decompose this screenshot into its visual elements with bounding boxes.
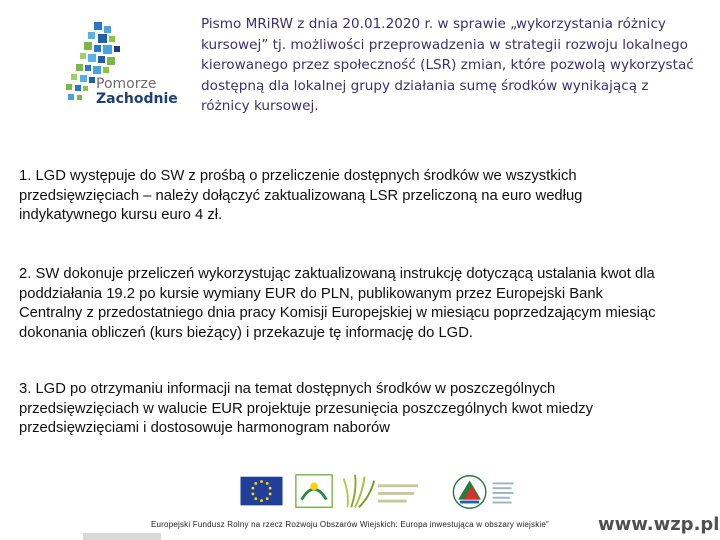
footer-logos: [232, 471, 522, 513]
eu-flag-icon: [241, 477, 283, 506]
logo-text-zachodnie: Zachodnie: [96, 91, 178, 107]
paragraph-2: 2. SW dokonuje przeliczeń wykorzystując zaktualizowaną instrukcję dotyczącą ustalania kwot dla poddziałania 19.2 po kursie wymiany EUR do PLN, publikowanym przez Europejski Bank Centralny z przedostatniego dnia pracy Komisji Europejskiej w miesiącu poprzedzającym miesiąc dokonania obliczeń (kurs bieżący) i przekazuje tę informację do LGD.: [19, 266, 656, 341]
page-title: Pismo MRiRW z dnia 20.01.2020 r. w sprawie „wykorzystania różnicy kursowej” tj. możliwości przeprowadzenia w strategii rozwoju lokalnego kierowanego przez społeczność (LSR) zmian, które pozwolą wykorzystać dostępną dla lokalnej grupy działania sumę środków wynikającą z różnicy kursowej.: [201, 16, 694, 114]
krajowa-siec-obszarow-wiejskich-logo-icon: [344, 475, 418, 507]
leader-logo-icon: [296, 475, 332, 507]
footer-text: Europejski Fundusz Rolny na rzecz Rozwoju Obszarów Wiejskich: Europa inwestująca w obszary wiejskie”: [151, 520, 549, 529]
logo-text-pomorze: Pomorze: [96, 76, 157, 92]
website-link[interactable]: www.wzp.pl: [598, 514, 720, 535]
prow-2014-2020-logo-icon: [453, 476, 513, 508]
paragraph-1: 1. LGD występuje do SW z prośbą o przeliczenie dostępnych środków we wszystkich przedsięwzięciach – należy dołączyć zaktualizowaną LSR przeliczoną na euro według indykatywnego kursu euro 4 zł.: [19, 168, 583, 223]
paragraph-3: 3. LGD po otrzymaniu informacji na temat dostępnych środków w poszczególnych przedsięwzięciach w walucie EUR projektuje przesunięcia poszczególnych kwot miedzy przedsięwzięciami i dostosowuje harmonogram naborów: [19, 381, 594, 436]
bottom-bar: [83, 533, 161, 540]
